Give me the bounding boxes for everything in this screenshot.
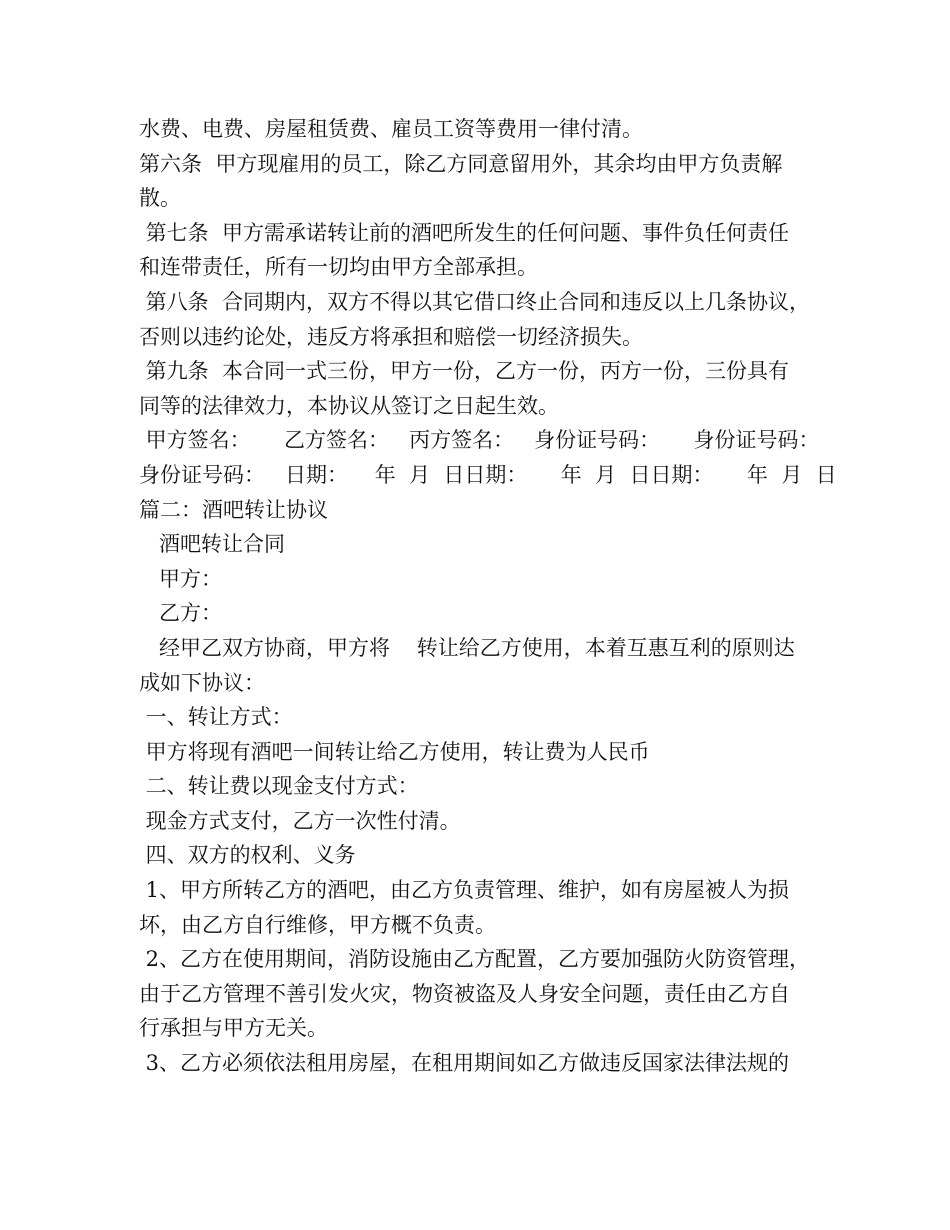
- text-line: 由于乙方管理不善引发火灾，物资被盗及人身安全问题，责任由乙方自: [139, 981, 790, 1006]
- text-line: 成如下协议：: [139, 670, 265, 695]
- text-line: 行承担与甲方无关。: [139, 1016, 328, 1041]
- text-line: 第八条 合同期内，双方不得以其它借口终止合同和违反以上几条协议，: [139, 289, 811, 314]
- text-line: 现金方式支付，乙方一次性付清。: [139, 808, 461, 833]
- date-line: 身份证号码： 日期： 年 月 日日期： 年 月 日日期： 年 月 日: [139, 462, 837, 487]
- text-line: 第九条 本合同一式三份，甲方一份，乙方一份，丙方一份，三份具有: [139, 359, 790, 384]
- text-line: 甲方将现有酒吧一间转让给乙方使用，转让费为人民币: [139, 739, 650, 764]
- text-line: 经甲乙双方协商，甲方将 转让给乙方使用，本着互惠互利的原则达: [139, 635, 795, 660]
- party-b-label: 乙方：: [139, 601, 223, 626]
- text-line: 1、甲方所转乙方的酒吧，由乙方负责管理、维护，如有房屋被人为损: [139, 878, 790, 903]
- text-line: 第七条 甲方需承诺转让前的酒吧所发生的任何问题、事件负任何责任: [139, 220, 790, 245]
- text-line: 3、乙方必须依法租用房屋，在租用期间如乙方做违反国家法律法规的: [139, 1051, 790, 1076]
- text-line: 第六条 甲方现雇用的员工，除乙方同意留用外，其余均由甲方负责解: [139, 151, 783, 176]
- contract-title: 酒吧转让合同: [139, 532, 286, 557]
- text-line: 水费、电费、房屋租赁费、雇员工资等费用一律付清。: [139, 117, 643, 141]
- text-line: 和连带责任，所有一切均由甲方全部承担。: [139, 255, 538, 280]
- clause-heading: 二、转让费以现金支付方式：: [139, 774, 419, 799]
- text-line: 否则以违约论处，违反方将承担和赔偿一切经济损失。: [139, 324, 643, 349]
- party-a-label: 甲方：: [139, 566, 223, 591]
- clause-heading: 一、转让方式：: [139, 705, 293, 730]
- signature-line: 甲方签名： 乙方签名： 丙方签名： 身份证号码： 身份证号码：: [139, 428, 820, 453]
- clause-heading: 四、双方的权利、义务: [139, 843, 356, 868]
- text-line: 2、乙方在使用期间，消防设施由乙方配置，乙方要加强防火防资管理，: [139, 947, 811, 972]
- section-heading: 篇二：酒吧转让协议: [139, 497, 328, 522]
- text-line: 坏，由乙方自行维修，甲方概不负责。: [139, 912, 496, 937]
- text-line: 同等的法律效力，本协议从签订之日起生效。: [139, 393, 559, 418]
- document-body: [139, 112, 837, 1081]
- text-line: 散。: [139, 186, 181, 211]
